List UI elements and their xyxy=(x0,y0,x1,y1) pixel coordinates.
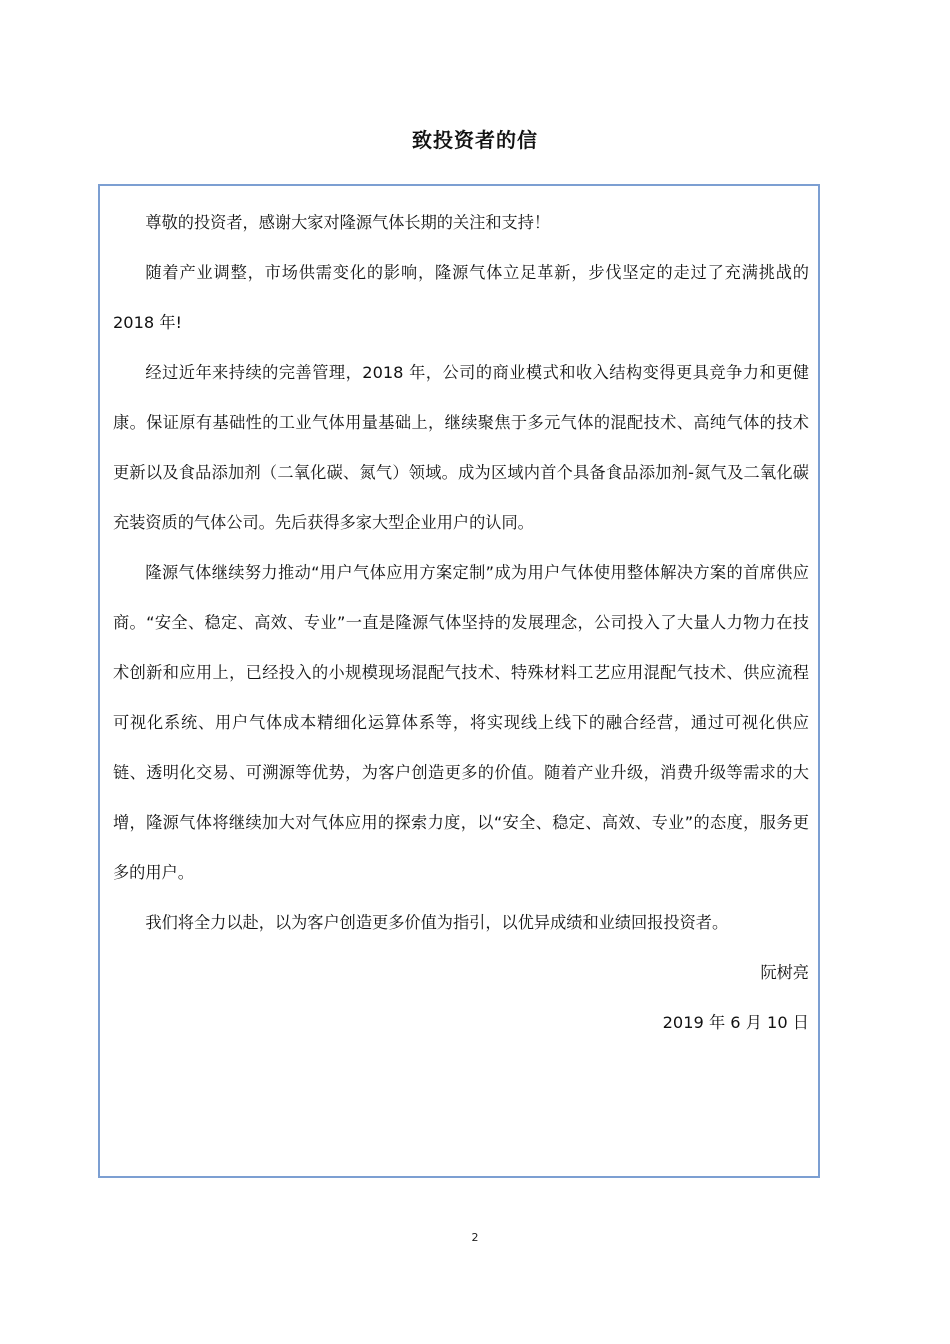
body-paragraph: 经过近年来持续的完善管理，2018 年，公司的商业模式和收入结构变得更具竞争力和更健康。保证原有基础性的工业气体用量基础上，继续聚焦于多元气体的混配技术、高纯气体的技术更新以及食品添加剂（二氧化碳、氮气）领域。成为区域内首个具备食品添加剂-氮气及二氧化碳充装资质的气体公司。先后获得多家大型企业用户的认同。 xyxy=(113,363,809,532)
body-paragraph: 隆源气体继续努力推动“用户气体应用方案定制”成为用户气体使用整体解决方案的首席供应商。“安全、稳定、高效、专业”一直是隆源气体坚持的发展理念，公司投入了大量人力物力在技术创新和应用上，已经投入的小规模现场混配气技术、特殊材料工艺应用混配气技术、供应流程可视化系统、用户气体成本精细化运算体系等，将实现线上线下的融合经营，通过可视化供应链、透明化交易、可溯源等优势，为客户创造更多的价值。随着产业升级，消费升级等需求的大增，隆源气体将继续加大对气体应用的探索力度，以“安全、稳定、高效、专业”的态度，服务更多的用户。 xyxy=(113,563,809,882)
closing-paragraph: 我们将全力以赴，以为客户创造更多价值为指引，以优异成绩和业绩回报投资者。 xyxy=(145,913,729,932)
greeting-paragraph: 尊敬的投资者，感谢大家对隆源气体长期的关注和支持！ xyxy=(145,213,551,232)
page-title: 致投资者的信 xyxy=(412,128,538,152)
letter-frame xyxy=(98,184,820,1178)
signature: 阮树亮 xyxy=(760,963,809,982)
letter-date: 2019 年 6 月 10 日 xyxy=(662,1013,809,1032)
letter-body xyxy=(113,198,809,1048)
body-paragraph: 随着产业调整，市场供需变化的影响，隆源气体立足革新，步伐坚定的走过了充满挑战的 2018 年! xyxy=(113,263,809,332)
page-number: 2 xyxy=(471,1231,479,1244)
